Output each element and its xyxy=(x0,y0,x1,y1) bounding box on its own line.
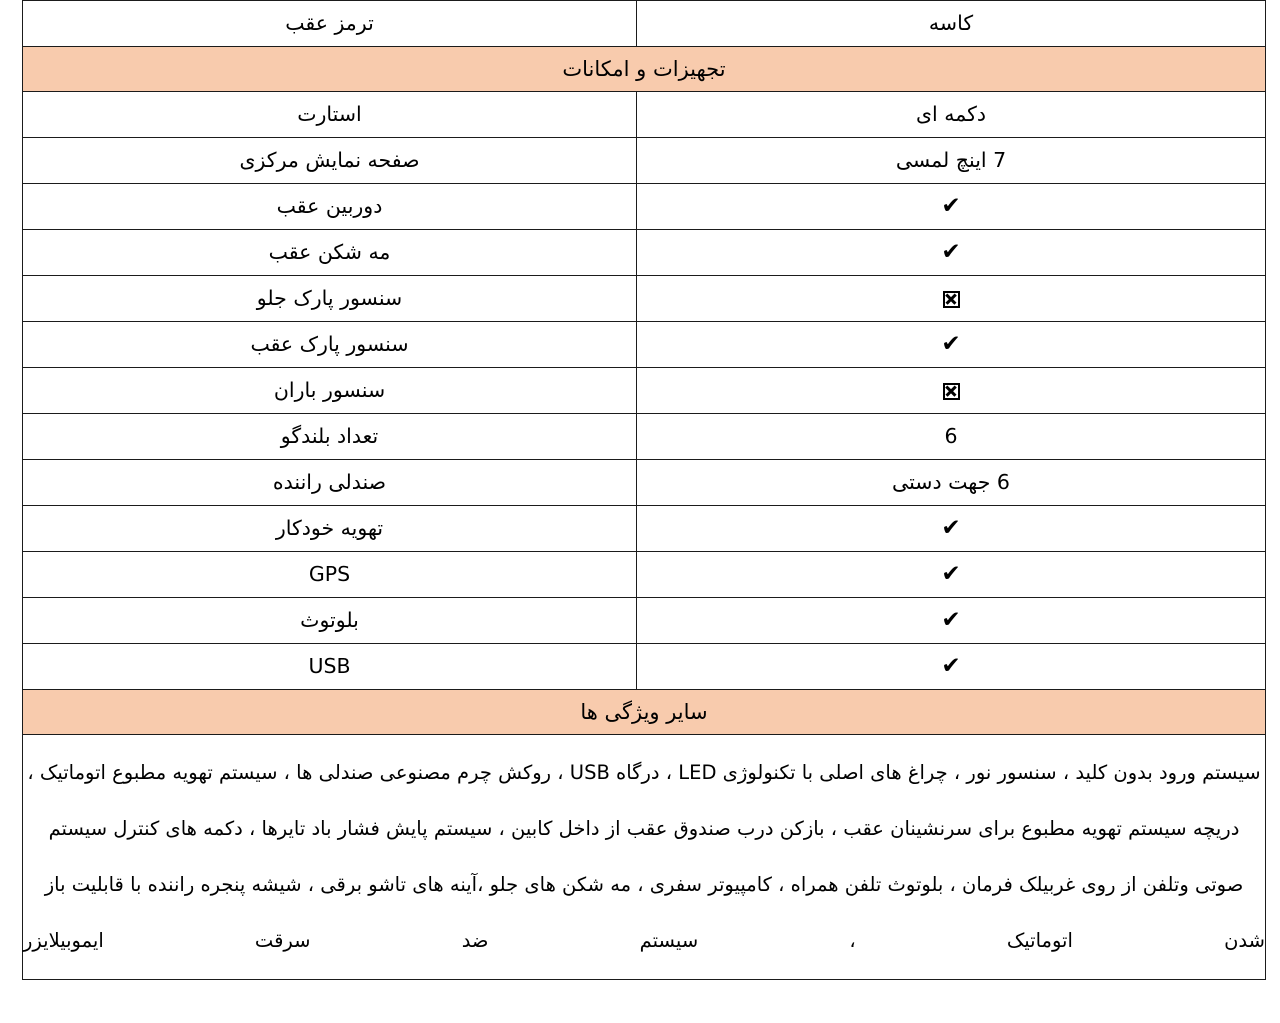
cell-label-rear-fog-light: مه شکن عقب xyxy=(23,230,637,276)
vehicle-specification-table xyxy=(22,0,1266,980)
cell-label-usb: USB xyxy=(23,644,637,690)
check-icon: ✔ xyxy=(941,561,961,587)
cell-label-bluetooth: بلوتوث xyxy=(23,598,637,644)
cell-label-center-display: صفحه نمایش مرکزی xyxy=(23,138,637,184)
cell-value-usb xyxy=(637,644,1266,690)
check-icon: ✔ xyxy=(941,331,961,357)
cell-value-rear-camera xyxy=(637,184,1266,230)
cell-label-rear-brake: ترمز عقب xyxy=(23,1,637,47)
check-icon: ✔ xyxy=(941,607,961,633)
table-row xyxy=(23,598,1266,644)
cell-value-gps xyxy=(637,552,1266,598)
cell-label-front-park-sensor: سنسور پارک جلو xyxy=(23,276,637,322)
other-features-notes xyxy=(23,735,1266,980)
check-icon: ✔ xyxy=(941,239,961,265)
table-row xyxy=(23,276,1266,322)
cell-label-rain-sensor: سنسور باران xyxy=(23,368,637,414)
table-row xyxy=(23,230,1266,276)
cell-value-center-display: 7 اینچ لمسی xyxy=(637,138,1266,184)
cell-value-driver-seat: 6 جهت دستی xyxy=(637,460,1266,506)
check-icon: ✔ xyxy=(941,653,961,679)
cell-label-rear-camera: دوربین عقب xyxy=(23,184,637,230)
cell-value-start: دکمه ای xyxy=(637,92,1266,138)
cell-label-rear-park-sensor: سنسور پارک عقب xyxy=(23,322,637,368)
cell-value-rain-sensor xyxy=(637,368,1266,414)
table-row xyxy=(23,460,1266,506)
table-row xyxy=(23,368,1266,414)
table-row-notes xyxy=(23,735,1266,980)
check-icon: ✔ xyxy=(941,193,961,219)
table-row xyxy=(23,644,1266,690)
cell-value-rear-fog-light xyxy=(637,230,1266,276)
cell-value-auto-ac xyxy=(637,506,1266,552)
section-header-equipment-label: تجهیزات و امکانات xyxy=(23,47,1266,92)
table-row xyxy=(23,138,1266,184)
cell-value-speaker-count: 6 xyxy=(637,414,1266,460)
cell-label-start: استارت xyxy=(23,92,637,138)
cell-value-rear-park-sensor xyxy=(637,322,1266,368)
cell-label-speaker-count: تعداد بلندگو xyxy=(23,414,637,460)
other-features-notes-text: سیستم ورود بدون کلید ، سنسور نور ، چراغ های اصلی با تکنولوژی LED ، درگاه USB ، روکش چرم مصنوعی صندلی ها ، سیستم تهویه مطبوع اتوماتیک ، دریچه سیستم تهویه مطبوع برای سرنشینان عقب ، بازکن درب صندوق عقب از داخل کابین ، سیستم پایش فشار باد تایرها ، دکمه های کنترل سیستم صوتی وتلفن از روی غربیلک فرمان ، بلوتوث تلفن همراه ، کامپیوتر سفری ، مه شکن های جلو ،آینه های تاشو برقی ، شیشه پنجره راننده با قابلیت باز شدن اتوماتیک ، سیستم ضد سرقت ایموبیلایزر xyxy=(23,761,1265,952)
cell-value-bluetooth xyxy=(637,598,1266,644)
check-icon: ✔ xyxy=(941,515,961,541)
table-row xyxy=(23,552,1266,598)
table-row xyxy=(23,322,1266,368)
table-row xyxy=(23,414,1266,460)
cell-value-rear-brake: کاسه xyxy=(637,1,1266,47)
table-row xyxy=(23,506,1266,552)
table-row xyxy=(23,1,1266,47)
cell-label-auto-ac: تهویه خودکار xyxy=(23,506,637,552)
section-header-equipment xyxy=(23,47,1266,92)
table-row xyxy=(23,92,1266,138)
table-row xyxy=(23,184,1266,230)
cell-value-front-park-sensor xyxy=(637,276,1266,322)
cross-box-icon xyxy=(943,291,960,308)
cell-label-driver-seat: صندلی راننده xyxy=(23,460,637,506)
cell-label-gps: GPS xyxy=(23,552,637,598)
section-header-other-features-label: سایر ویژگی ها xyxy=(23,690,1266,735)
section-header-other-features xyxy=(23,690,1266,735)
cross-box-icon xyxy=(943,383,960,400)
